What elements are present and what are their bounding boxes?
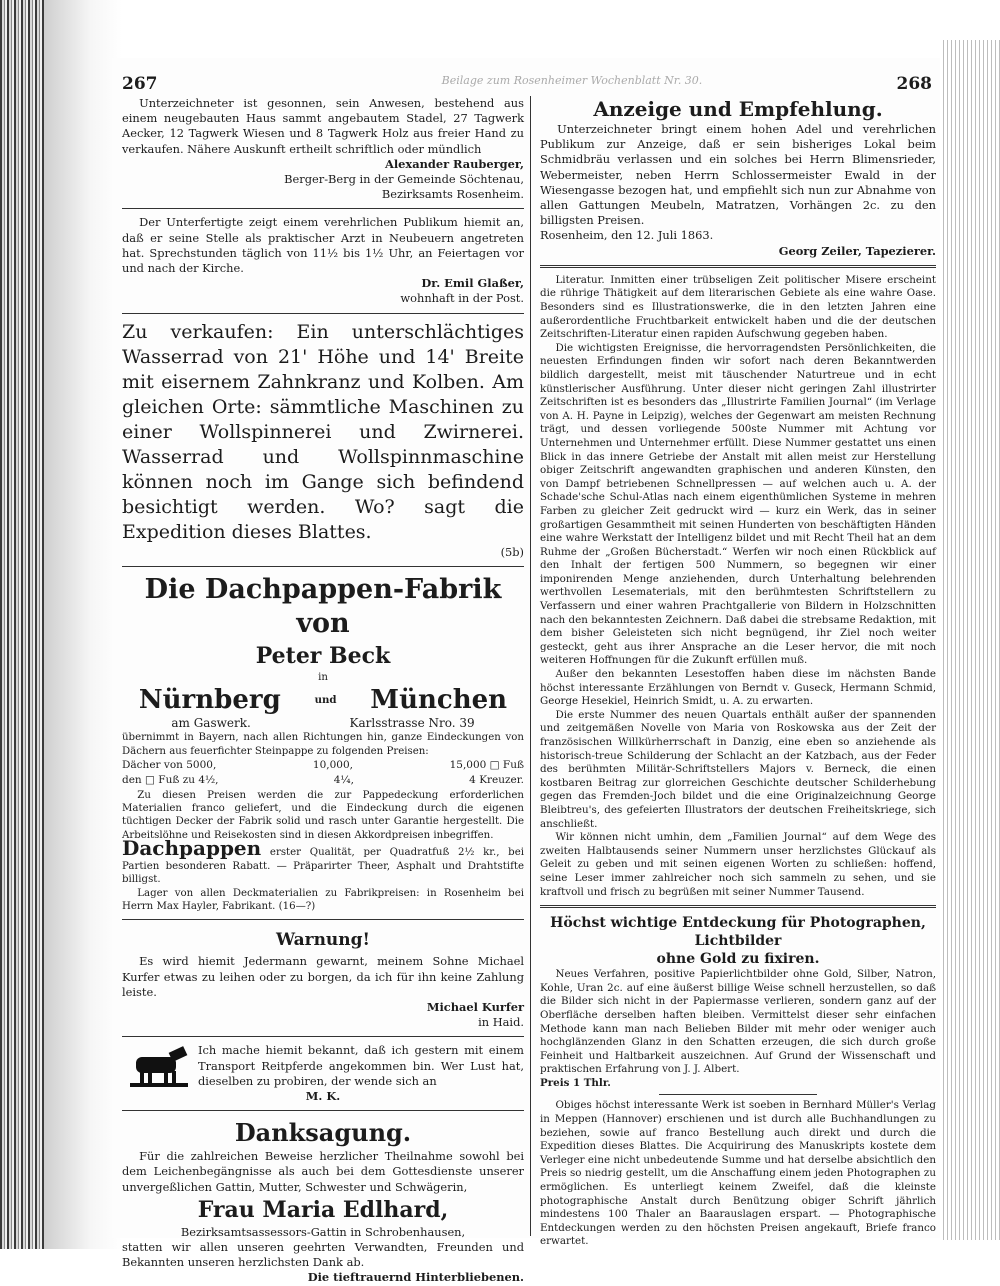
ad-price: Preis 1 Thlr. xyxy=(540,1076,611,1089)
ad-title: Höchst wichtige Entdeckung für Photographen, Lichtbilder xyxy=(550,915,926,950)
ad-title: Warnung! xyxy=(275,930,370,951)
ad-doctor xyxy=(122,215,524,306)
ad-upholsterer xyxy=(540,96,936,259)
ad-text: Für die zahlreichen Beweise herzlicher Theilnahme sowohl bei dem Leichenbegängnisse als auch bei dem Gottesdienste unserer unvergeßlichen Gattin, Mutter, Schwester und Schwägerin, xyxy=(122,1149,524,1194)
ad-date: Rosenheim, den 12. Juli 1863. xyxy=(540,228,714,243)
ad-text-2: statten wir allen unseren geehrten Verwandten, Freunden und Bekannten unseren herzlichsten Dank ab. xyxy=(122,1239,524,1270)
lit-paragraph: Die wichtigsten Ereignisse, die hervorragendsten Persönlichkeiten, die neuesten Erfindungen finden wir sofort nach deren Bekanntwerden bildlich dargestellt, meist mit täuschender Naturtreue und in echt künstlerischer Ausführung. Unter dieser nicht geringen Zahl illustrirter Zeitschriften ist es besonders das „Illustrirte Familien Journal“ (im Verlage von A. H. Payne in Leipzig), welches der Gegenwart am meisten Rechnung trägt, und dessen vorliegende 500ste Nummer mit Achtung vor Unternehmen und Unternehmer erfüllt. Diese Nummer gestattet uns einen Blick in das innere Getriebe der Anstalt mit allen meist zur Herstellung obiger Zeitschrift angewandten graphischen und anderen Künsten, den von Dampf betriebenen Schnellpressen — auf welchen auch u. A. der Schade'sche Schul-Atlas nach einem eigenthümlichen Systeme in mehren Farben zu gleicher Zeit gedruckt wird — kurz ein Werk, das in seiner großartigen Gesammtheit mit seinen Hunderten von beschäftigten Händen eine wahre Werkstatt der Intelligenz bildet und mit Recht Theil hat an dem Ruhme der „Großen Bücherstadt.“ Werfen wir noch einen Rückblick auf den Inhalt der fertigen 500 Nummern, so begegnen wir einer imponirenden Menge anziehenden, durch Unterhaltung belehrenden werthvollen Lesematerials, mit den berühmtesten Schriftstellern zu Verfassern und einer wahren Prachtgallerie von Bildern in Holzschnitten nach den bekanntesten Zeichnern. Daß dabei die strebsame Redaktion, mit dem bisher Geleisteten sich nicht begnügend, ihr Ziel noch weiter gesteckt, geht aus ihrer Ansprache an die Leser hervor, die mit noch weiteren Hoffnungen für die Zukunft erfüllen muß. xyxy=(540,341,936,667)
ad-body-2: Zu diesen Preisen werden die zur Pappedeckung erforderlichen Materialien franco geliefert, und die Eindeckung durch die eigenen tüchtigen Decker der Fabrik solid und rasch unter Garantie hergestellt. Die Arbeitslöhne und Reisekosten sind in diesen Akkordpreisen inbegriffen. xyxy=(122,789,524,841)
lit-paragraph: Die erste Nummer des neuen Quartals enthält außer der spannenden und zeitgemäßen Novelle von Maria von Roskowska aus der Zeit der französischen Willkürherrschaft in Danzig, eine eben so anziehende als historisch-treue Schilderung der Schlacht an der Katzbach, aus der Feder des berühmten Militär-Schriftstellers Majors v. Berneck, die einen kostbaren Beitrag zur glorreichen Geschichte deutscher Schilderhebung gegen das Fremden-Joch bildet und die eine Originalzeichnung George Bleibtreu's, des gefeierten Illustrators der deutschen Freiheitskriege, sich anschließt. xyxy=(540,708,936,830)
ad-roofing-factory xyxy=(122,573,524,913)
ad-in: in xyxy=(318,671,328,683)
ad-name: Peter Beck xyxy=(255,642,391,669)
ad-text: Neues Verfahren, positive Papierlichtbilder ohne Gold, Silber, Natron, Kohle, Uran 2c. auf eine äußerst billige Weise schnell herzustellen, so daß die Bilder sich nicht in der Papiermasse verlieren, sondern ganz auf der Oberfläche derselben haften bleiben. Vermittelst dieser sehr einfachen Methode kann man nach Belieben Bilder mit mehr oder weniger auch hochglänzenden Glanz in den Schatten erzeugen, die sich durch große Feinheit und Haltbarkeit auszeichnen. Auf Grund der Wissenschaft und praktischen Erfahrung von J. J. Albert. xyxy=(540,968,936,1076)
price-row xyxy=(122,758,524,773)
ad-title: Anzeige und Empfehlung. xyxy=(593,97,883,121)
ad-text: Unterzeichneter ist gesonnen, sein Anwesen, bestehend aus einem neugebauten Haus sammt angebautem Stadel, 27 Tagwerk Aecker, 12 Tagwerk Wiesen und 8 Tagwerk Holz aus freier Hand zu verkaufen. Nähere Auskunft ertheilt schriftlich oder mündlich xyxy=(122,96,524,156)
ad-dachpappen: Dachpappen erster Qualität, per Quadratfuß 2½ kr., bei Partien besonderen Rabatt. — Präparirter Theer, Asphalt und Drahtstifte billigst. xyxy=(122,836,524,886)
rate-cell: 4¼, xyxy=(333,774,354,787)
deceased-title: Bezirksamtsassessors-Gattin in Schrobenhausen, xyxy=(180,1224,466,1239)
ad-body: übernimmt in Bayern, nach allen Richtungen hin, ganze Eindeckungen von Dächern aus feuerfichter Steinpappe zu folgenden Preisen: xyxy=(122,732,524,757)
ad-place: in Haid. xyxy=(478,1015,524,1030)
price-cell: 10,000, xyxy=(312,759,353,772)
lit-paragraph: Literatur. Inmitten einer trübseligen Zeit politischer Misere erscheint die rührige Thätigkeit auf dem literarischen Gebiete als eine wahre Oase. Besonders sind es Illustrationswerke, die in den letzten Jahren eine außerordentliche Fruchtbarkeit entwickelt haben und die der deutschen Zeitschriften-Literatur einen rapiden Aufschwung gegeben haben. xyxy=(540,273,936,341)
lit-paragraph: Wir können nicht umhin, dem „Familien Journal“ auf dem Wege des zweiten Halbtausends seiner Nummern unser herzlichstes Glückauf als Geleit zu geben und mit seinen eigenen Worten zu schließen: hoffend, seine Leser immer zahlreicher noch sich sammeln zu sehen, und sie kraftvoll und frisch zu begrüßen mit seiner Nummer Tausend. xyxy=(540,831,936,898)
divider xyxy=(122,313,524,314)
ad-text: Es wird hiemit Jedermann gewarnt, meinem Sohne Michael Kurfer etwas zu leihen oder zu borgen, da ich für ihn keine Zahlung leiste. xyxy=(122,954,524,999)
page-gutter xyxy=(44,0,122,1249)
price-cell: Dächer von 5000, xyxy=(122,759,217,772)
deceased-name: Frau Maria Edlhard, xyxy=(197,1196,449,1223)
ad-lager: Lager von allen Deckmaterialien zu Fabrikpreisen: in Rosenheim bei Herrn Max Hayler, Fabrikant. (16—?) xyxy=(122,887,524,912)
ad-cities xyxy=(122,684,524,716)
literature-article xyxy=(540,274,936,899)
address-2: Karlsstrasse Nro. 39 xyxy=(349,716,475,731)
ad-text: Ich mache hiemit bekannt, daß ich gestern mit einem Transport Reitpferde angekommen bin. Wer Lust hat, dieselben zu probiren, der wende sich an xyxy=(198,1043,524,1088)
ad-text: Unterzeichneter bringt einem hohen Adel und verehrlichen Publikum zur Anzeige, daß er sein bisheriges Lokal beim Schmidbräu verlassen und ein solches bei Herrn Blimensrieder, Webermeister, neben Herrn Schlossermeister Ewald in der Wiesengasse bezogen hat, und empfiehlt sich nun zur Abnahme von allen Gattungen Meubeln, Matratzen, Vorhängen 2c. zu den billigsten Preisen. xyxy=(540,122,936,228)
column-divider xyxy=(530,96,531,1236)
left-column xyxy=(122,96,524,1286)
rate-cell: 4 Kreuzer. xyxy=(469,774,524,787)
horse-icon xyxy=(130,1047,190,1087)
city-muenchen: München xyxy=(370,685,508,716)
rate-cell: den □ Fuß zu 4½, xyxy=(122,774,219,787)
ad-waterwheel xyxy=(122,320,524,560)
book-spine xyxy=(0,0,44,1249)
page-number-left: 267 xyxy=(122,74,158,94)
und-word: und xyxy=(314,693,337,706)
ad-text-2: Obiges höchst interessante Werk ist soeben in Bernhard Müller's Verlag in Meppen (Hannover) erschienen und ist durch alle Buchhandlungen zu beziehen, sowie auf franco Bestellung auch direkt und durch die Expedition dieses Blattes. Die Acquirirung des Manuskripts kostete dem Verleger eine nicht unbedeutende Summe und hat derselbe absichtlich den Preis so niedrig gestellt, um die Anschaffung einem jeden Photographen zu ermöglichen. Es unterliegt keinem Zweifel, daß die kleinste photographische Anstalt durch Benützung obiger Schrift jährlich mindestens 100 Thaler an Baarauslagen erspart. — Photographische Entdeckungen werden zu den höchsten Preisen angekauft, Briefe franco erwartet. xyxy=(540,1099,936,1248)
divider xyxy=(122,919,524,920)
ad-title: Die Dachpappen-Fabrik von xyxy=(144,573,502,639)
page-number-right: 268 xyxy=(896,74,932,94)
ad-place: Berger-Berg in der Gemeinde Söchtenau, xyxy=(284,172,524,187)
divider xyxy=(540,265,936,268)
ad-warning xyxy=(122,926,524,1030)
ad-horses xyxy=(122,1043,524,1104)
ad-signer: Die tieftrauernd Hinterbliebenen. xyxy=(307,1270,524,1285)
ad-signer: Dr. Emil Glaßer, xyxy=(421,276,524,291)
page-edges xyxy=(940,40,1000,1240)
ad-subtitle: ohne Gold zu fixiren. xyxy=(656,951,820,968)
ad-place: wohnhaft in der Post. xyxy=(400,291,524,306)
price-cell: 15,000 □ Fuß xyxy=(449,759,524,772)
ad-ref: (5b) xyxy=(500,544,524,559)
ad-place: Bezirksamts Rosenheim. xyxy=(381,187,524,202)
address-1: am Gaswerk. xyxy=(171,716,251,731)
ad-thanks xyxy=(122,1117,524,1285)
ad-addresses xyxy=(122,716,524,731)
newspaper-page xyxy=(112,58,940,1285)
lit-paragraph: Außer den bekannten Lesestoffen haben diese im nächsten Bande höchst interessante Erzählungen von Berndt v. Guseck, Hermann Schmid, George Hesekiel, Heinrich Smidt, u. A. zu erwarten. xyxy=(540,668,936,708)
ad-property-sale xyxy=(122,96,524,202)
rate-row xyxy=(122,773,524,788)
divider xyxy=(122,1036,524,1037)
faint-header: Beilage zum Rosenheimer Wochenblatt Nr. 30. xyxy=(441,74,703,87)
ad-signer: Alexander Rauberger, xyxy=(385,156,524,171)
ad-title: Danksagung. xyxy=(234,1118,412,1148)
divider xyxy=(540,905,936,908)
ad-text: Der Unterfertigte zeigt einem verehrlichen Publikum hiemit an, daß er seine Stelle als praktischer Arzt in Neubeuern angetreten hat. Sprechstunden täglich von 11½ bis 1½ Uhr, an Feiertagen vor und nach der Kirche. xyxy=(122,215,524,276)
ad-signer: M. K. xyxy=(305,1088,341,1103)
city-nuernberg: Nürnberg xyxy=(138,685,281,716)
ad-photography xyxy=(540,914,936,1249)
divider xyxy=(122,1110,524,1111)
short-divider xyxy=(659,1094,817,1095)
ad-signer: Michael Kurfer xyxy=(426,999,524,1014)
ad-text: Zu verkaufen: Ein unterschlächtiges Wasserrad von 21' Höhe und 14' Breite mit eisernem Zahnkranz und Kolben. Am gleichen Orte: sämmtliche Maschinen zu einer Wollspinnerei und Zwirnerei. Wasserrad und Wollspinnmaschine können noch im Gange sich befindend besichtigt werden. Wo? sagt die Expedition dieses Blattes. xyxy=(122,320,524,543)
ad-signer: Georg Zeiler, Tapezierer. xyxy=(778,243,936,258)
divider xyxy=(122,208,524,209)
right-column xyxy=(540,96,936,1249)
divider xyxy=(122,566,524,567)
